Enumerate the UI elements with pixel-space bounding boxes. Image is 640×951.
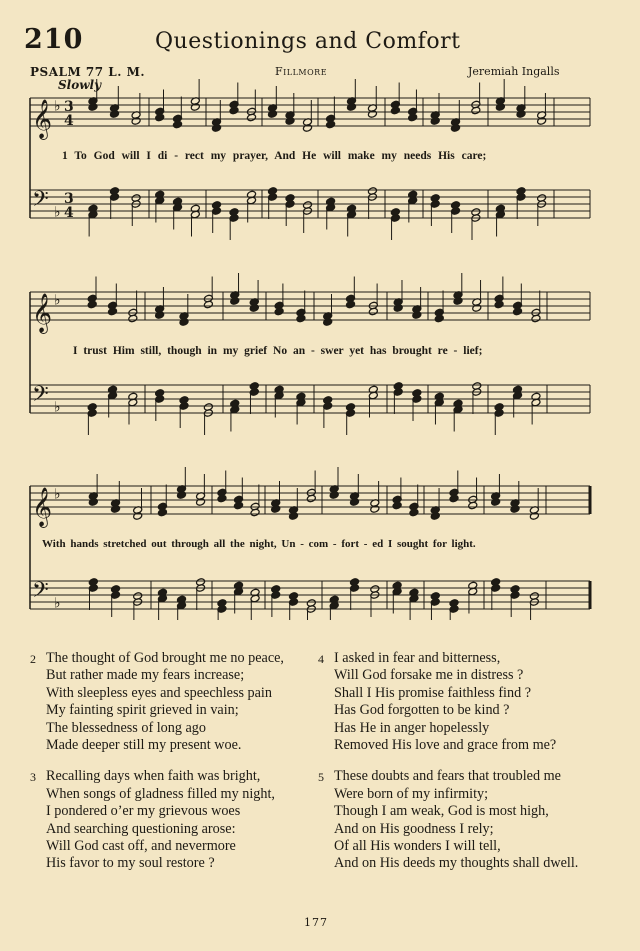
verse-2: [30, 650, 310, 754]
composer-name: Jeremiah Ingalls: [468, 65, 560, 78]
lyric-line-1: 1 To God will I di - rect my prayer, And He will make my needs His care;: [62, 150, 487, 162]
verse-line: Of all His wonders I will tell,: [334, 838, 501, 855]
verse-line: And on His deeds my thoughts shall dwell.: [334, 855, 579, 872]
bass-clef-icon: 𝄢: [32, 382, 49, 412]
verse-line: Will God forsake me in distress ?: [334, 667, 524, 684]
verse-5: [318, 768, 618, 872]
flat-icon: ♭: [54, 204, 61, 221]
verse-line: His favor to my soul restore ?: [46, 855, 215, 872]
bass-clef-icon: 𝄢: [32, 578, 49, 608]
verse-line: Has God forgotten to be kind ?: [334, 702, 510, 719]
verse-line: And on His goodness I rely;: [334, 820, 494, 837]
verse-line: Made deeper still my present woe.: [46, 737, 242, 754]
tune-name: Fillmore: [275, 65, 328, 78]
verse-line: The blessedness of long ago: [46, 719, 206, 736]
verse-number: 5: [318, 770, 324, 785]
verse-line: Will God cast off, and nevermore: [46, 838, 236, 855]
verse-line: These doubts and fears that troubled me: [334, 768, 561, 785]
verse-line: I pondered o’er my grievous woes: [46, 803, 241, 820]
verse-4: [318, 650, 618, 754]
verse-line: Has He in anger hopelessly: [334, 719, 490, 736]
flat-icon: ♭: [54, 595, 61, 612]
verse-line: And searching questioning arose:: [46, 820, 236, 837]
time-signature-top: 3: [64, 99, 74, 115]
time-signature-bottom: 4: [64, 113, 74, 129]
flat-icon: ♭: [54, 98, 61, 115]
verse-line: Removed His love and grace from me?: [334, 737, 557, 754]
psalm-meter: PSALM 77 L. M.: [30, 65, 146, 79]
verse-line: The thought of God brought me no peace,: [46, 650, 284, 666]
treble-clef-icon: 𝄞: [32, 487, 53, 527]
hymn-number: 210: [24, 24, 84, 55]
section-title: Questionings and Comfort: [155, 29, 461, 54]
verse-number: 4: [318, 652, 324, 666]
bass-clef-icon: 𝄢: [32, 187, 49, 217]
verse-number: 3: [30, 770, 36, 785]
verse-number: 2: [30, 652, 36, 666]
time-signature-bottom: 4: [64, 205, 74, 221]
verse-line: When songs of gladness filled my night,: [46, 785, 275, 802]
verses-right-column: [318, 650, 618, 887]
lyric-line-3: With hands stretched out through all the night, Un - com - fort - ed I sought for light.: [42, 538, 476, 550]
flat-icon: ♭: [54, 292, 61, 309]
verse-line: My fainting spirit grieved in vain;: [46, 702, 239, 719]
tempo-marking: Slowly: [58, 78, 102, 92]
flat-icon: ♭: [54, 486, 61, 503]
treble-clef-icon: 𝄞: [32, 293, 53, 333]
flat-icon: ♭: [54, 399, 61, 416]
treble-clef-icon: 𝄞: [32, 99, 53, 139]
verse-line: Shall I His promise faithless find ?: [334, 684, 532, 701]
time-signature-top: 3: [64, 191, 74, 207]
verse-line: With sleepless eyes and speechless pain: [46, 684, 272, 701]
verses-left-column: [30, 650, 310, 887]
verse-3: [30, 768, 310, 872]
verse-line: Were born of my infirmity;: [334, 785, 489, 802]
verse-line: I asked in fear and bitterness,: [334, 650, 501, 666]
page-number: 177: [304, 916, 328, 929]
verse-line: Though I am weak, God is most high,: [334, 803, 549, 820]
verse-line: But rather made my fears increase;: [46, 667, 245, 684]
lyric-line-2: I trust Him still, though in my grief No an - swer yet has brought re - lief;: [73, 345, 483, 357]
verse-line: Recalling days when faith was bright,: [46, 768, 261, 785]
